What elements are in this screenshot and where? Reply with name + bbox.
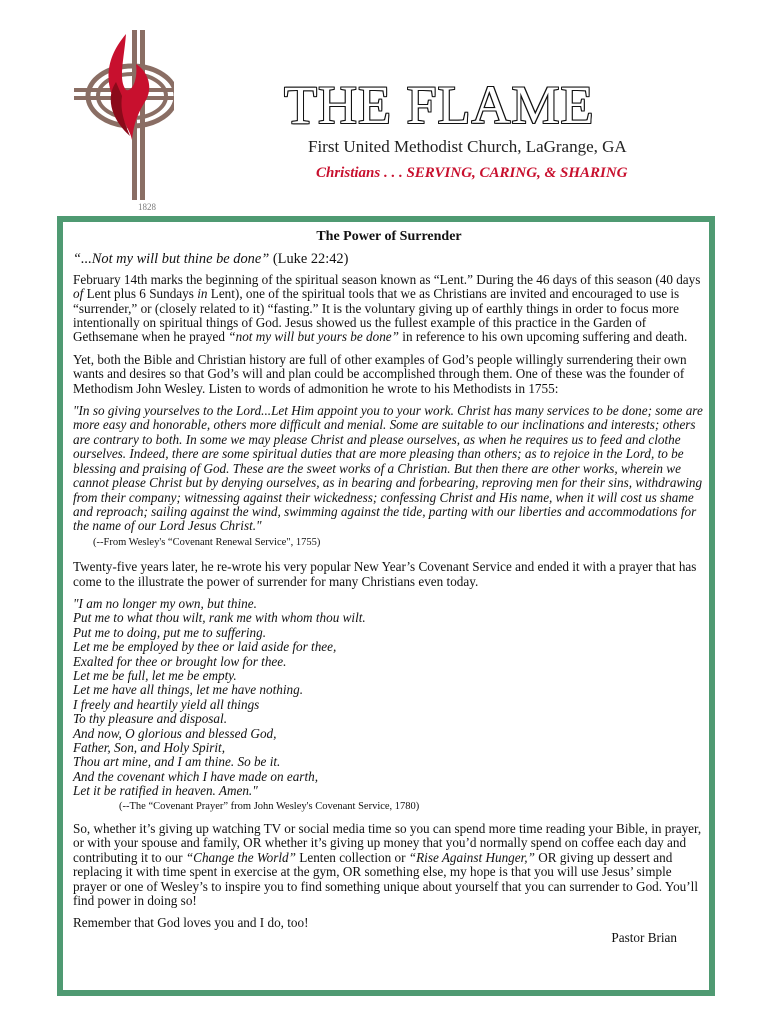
p4-text-3: OR giving up dessert and replacing it with time spent in exercise at the gym, OR something else, my hope is that you will use Jesus’ simple prayer or one of Wesley’s to inspire you to find something unique about yourself that you can surrender to God. You’ll find power in doing so! (73, 849, 698, 909)
church-logo (74, 30, 174, 215)
paragraph-3: Twenty-five years later, he re-wrote his very popular New Year’s Covenant Service and ended it with a prayer that has come to the illustrate the power of surrender for many Christians even today. (73, 559, 697, 589)
article-title: The Power of Surrender (316, 229, 462, 244)
epigraph-quote: “...Not my will but thine be done” (73, 251, 270, 268)
paragraph-1 (73, 273, 705, 345)
prayer-line: Let me have all things, let me have nothing. (73, 682, 304, 698)
prayer-line: Put me to what thou wilt, rank me with whom thou wilt. (73, 610, 366, 626)
prayer-line: Let me be full, let me be empty. (73, 667, 237, 683)
prayer-line: And the covenant which I have made on earth, (73, 768, 318, 784)
prayer-line: Put me to doing, put me to suffering. (73, 624, 267, 640)
paragraph-4 (73, 822, 705, 908)
prayer-line: To thy pleasure and disposal. (73, 711, 227, 727)
p1-text-4: in reference to his own upcoming suffering and death. (398, 329, 688, 345)
closing-line: Remember that God loves you and I do, too! (73, 915, 309, 931)
p1-italic-3: “not my will but yours be done” (228, 329, 399, 345)
prayer-line: Let it be ratified in heaven. Amen." (73, 783, 258, 799)
prayer-line: Exalted for thee or brought low for thee. (73, 653, 287, 669)
p1-text-2: Lent plus 6 Sundays (83, 286, 198, 302)
article-body (73, 230, 705, 945)
epigraph-reference: (Luke 22:42) (269, 251, 349, 268)
tagline: Christians . . . SERVING, CARING, & SHARING (316, 165, 628, 181)
covenant-prayer (73, 597, 705, 799)
p4-italic-1: “Change the World” (185, 849, 296, 865)
logo-year: 1828 (138, 202, 156, 212)
prayer-line: Let me be employed by thee or laid aside for thee, (73, 639, 337, 655)
church-name: First United Methodist Church, LaGrange, GA (308, 137, 627, 156)
prayer-line: Thou art mine, and I am thine. So be it. (73, 754, 281, 770)
p4-text-2: Lenten collection or (295, 849, 409, 865)
signature: Pastor Brian (611, 929, 677, 945)
wesley-quote-citation: (--From Wesley's “Covenant Renewal Service", 1755) (93, 536, 321, 548)
p4-italic-2: “Rise Against Hunger,” (408, 849, 535, 865)
newsletter-title: THE FLAME (284, 75, 595, 135)
wesley-quote: "In so giving yourselves to the Lord...Let Him appoint you to your work. Christ has many services to be done; some are more easy and honorable, others more difficult and menial. Some are suitable to our inclinations and interests; others are contrary to both. In some we may please Christ and please ourselves, as when he requires us to feed and clothe ourselves. Indeed, there are some spiritual duties that are more pleasing than others; as to rejoice in the Lord, to be blessing and praising of God. These are the sweet works of a Christian. But then there are other works, wherein we cannot please Christ but by denying ourselves, as in bearing and forbearing, reproving men for their sins, withdrawing from their company; witnessing against their wickedness; confessing Christ and His name, when it will cost us shame and reproach; sailing against the wind, swimming against the tide, parting with our liberties and accommodations for the name of our Lord Jesus Christ." (73, 403, 703, 534)
prayer-line: "I am no longer my own, but thine. (73, 595, 257, 611)
p1-italic-1: of (73, 286, 84, 302)
prayer-line: I freely and heartily yield all things (73, 696, 260, 712)
prayer-citation: (--The “Covenant Prayer” from John Wesley's Covenant Service, 1780) (119, 800, 420, 812)
prayer-line: And now, O glorious and blessed God, (73, 725, 277, 741)
prayer-line: Father, Son, and Holy Spirit, (73, 740, 226, 755)
p1-text-1: February 14th marks the beginning of the spiritual season known as “Lent.” During the 46 days of this season (40 days (73, 271, 701, 287)
article-frame (57, 216, 715, 996)
p4-text-1: So, whether it’s giving up watching TV or social media time so you can spend more time reading your Bible, in prayer, or with your spouse and family, OR whether it’s giving up money that you’d normally spend on coffee each day and contributing it to our (73, 821, 702, 865)
p1-italic-2: in (197, 286, 208, 302)
paragraph-2: Yet, both the Bible and Christian history are full of other examples of God’s people willingly surrendering their own wants and desires so that God’s will and plan could be accomplished through them. One of these was the founder of Methodism John Wesley. Listen to words of admonition he wrote to his Methodists in 1755: (73, 351, 687, 396)
epigraph (73, 252, 705, 266)
p1-text-3: Lent), one of the spiritual tools that we as Christians are invited and encouraged to use is “surrender,” or (closely related to it) “fasting.” It is the voluntary giving up of earthly things in order to focus more intentionally on spiritual things of God. Jesus showed us the fullest example of this practice in the Garden of Gethsemane when he prayed (73, 286, 680, 345)
